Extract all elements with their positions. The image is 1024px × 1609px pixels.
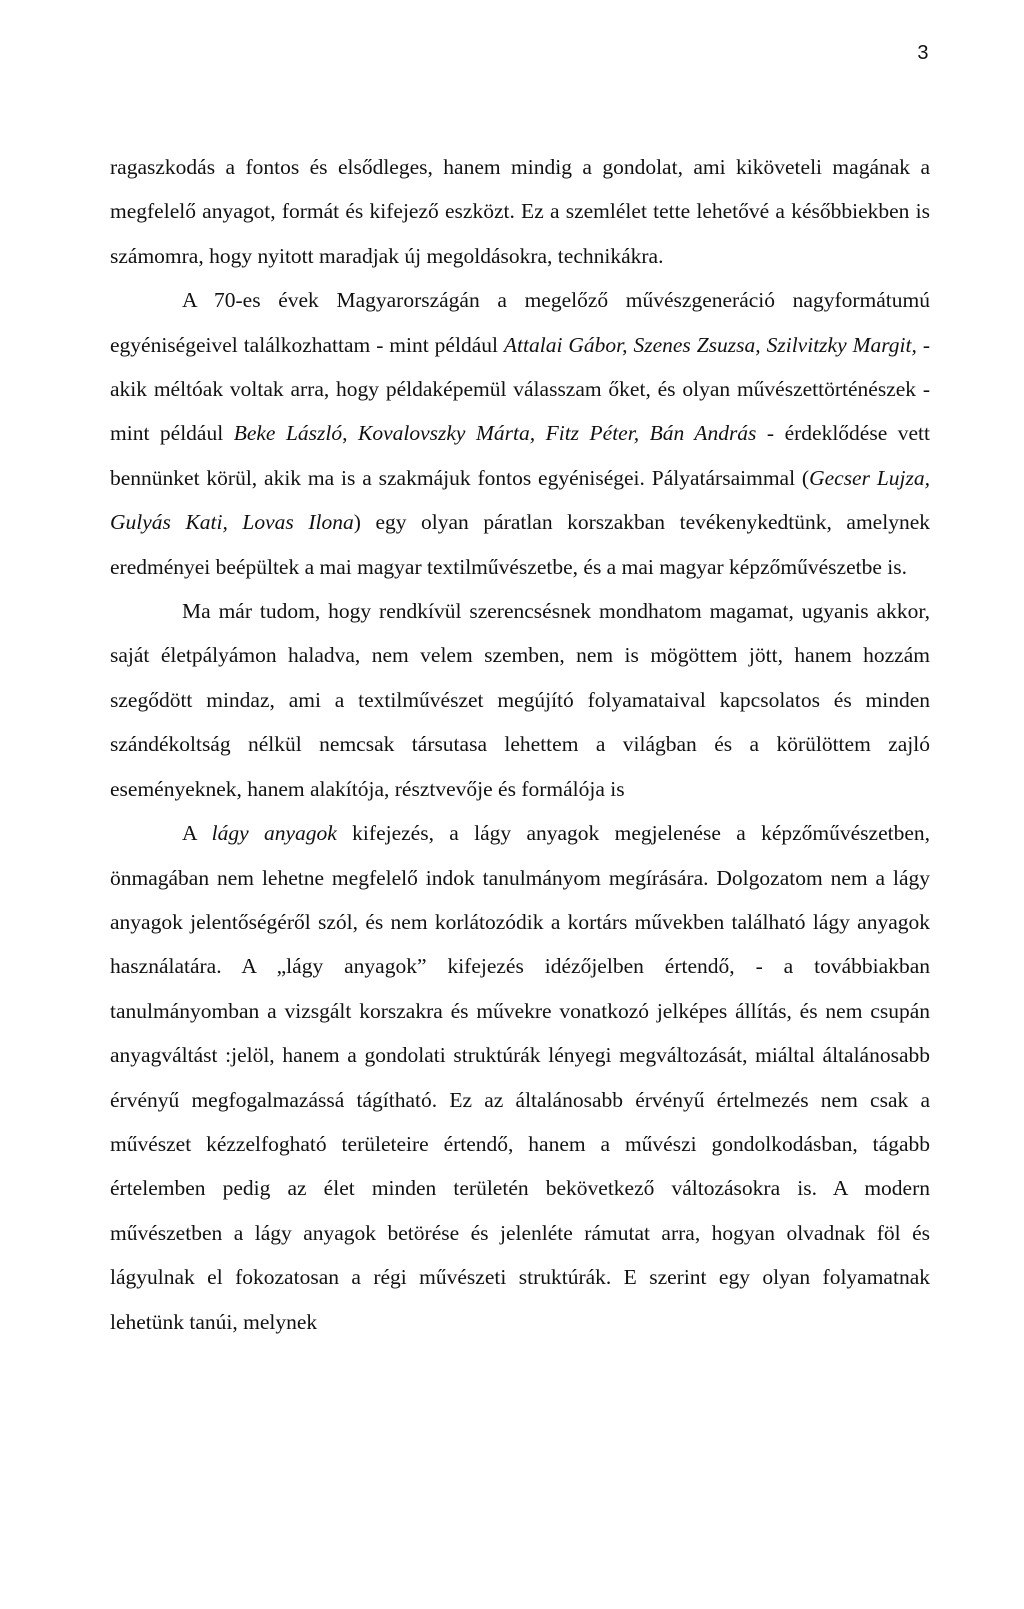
text-segment: Ma már tudom, hogy rendkívül szerencsésnek mondhatom magamat, ugyanis akkor, saját életpályámon haladva, nem velem szemben, nem is mögöttem jött, hanem hozzám szegődött mindaz, ami a textilművészet megújító folyamataival kapcsolatos és minden szándékoltság nélkül nemcsak társutasa lehettem a világban és a körülöttem zajló eseményeknek, hanem alakítója, résztvevője és formálója is [110,599,930,801]
text-segment: ) egy olyan páratlan korszakban tevékenykedtünk, amelynek eredményei beépültek a mai magyar textilművészetbe, és a mai magyar képzőművészetbe is. [110,510,930,579]
paragraph [110,589,930,811]
text-segment: kifejezés, a lágy anyagok megjelenése a képzőművészetben, önmagában nem lehetne megfelelő indok tanulmányom megírására. Dolgozatom nem a lágy anyagok jelentőségéről szól, és nem korlátozódik a kortárs művekben található lágy anyagok használatára. A „lágy anyagok” kifejezés idézőjelben értendő, - a továbbiakban tanulmányomban a vizsgált korszakra és művekre vonatkozó jelképes állítás, és nem csupán anyagváltást :jelöl, hanem a gondolati struktúrák lényegi megváltozását, miáltal általánosabb érvényű megfogalmazássá tágítható. Ez az általánosabb érvényű értelmezés nem csak a művészet kézzelfogható területeire értendő, hanem a művészi gondolkodásban, tágabb értelemben pedig az élet minden területén bekövetkező változásokra is. A modern művészetben a lágy anyagok betörése és jelenléte rámutat arra, hogyan olvadnak föl és lágyulnak el fokozatosan a régi művészeti struktúrák. E szerint egy olyan folyamatnak lehetünk tanúi, melynek [110,821,931,1334]
italic-text: lágy anyagok [211,821,337,846]
page-number: 3 [917,42,929,64]
text-segment: A [182,821,212,846]
paragraph [110,811,930,1344]
text-segment: - érdeklődése vett bennünket körül, akik ma is a szakmájuk fontos egyéniségei. Pályatársaimmal ( [110,421,930,490]
paragraph [110,278,930,589]
italic-text: Gecser Lujza, Gulyás Kati, Lovas Ilona [110,465,930,535]
text-segment: - akik méltóak voltak arra, hogy példaképemül válasszam őket, és olyan művészettörténészek - mint például [110,332,930,446]
body-text [110,145,930,1344]
italic-text: Beke László, Kovalovszky Márta, Fitz Péter, Bán András [233,421,757,446]
italic-text: Attalai Gábor, Szenes Zsuzsa, Szilvitzky Margit, [503,332,917,357]
text-segment: ragaszkodás a fontos és elsődleges, hanem mindig a gondolat, ami kiköveteli magának a megfelelő anyagot, formát és kifejező eszközt. Ez a szemlélet tette lehetővé a későbbiekben is számomra, hogy nyitott maradjak új megoldásokra, technikákra. [110,155,930,268]
paragraph [110,145,930,278]
text-segment: A 70-es évek Magyarországán a megelőző művészgeneráció nagyformátumú egyéniségeivel találkozhattam - mint például [110,288,930,357]
